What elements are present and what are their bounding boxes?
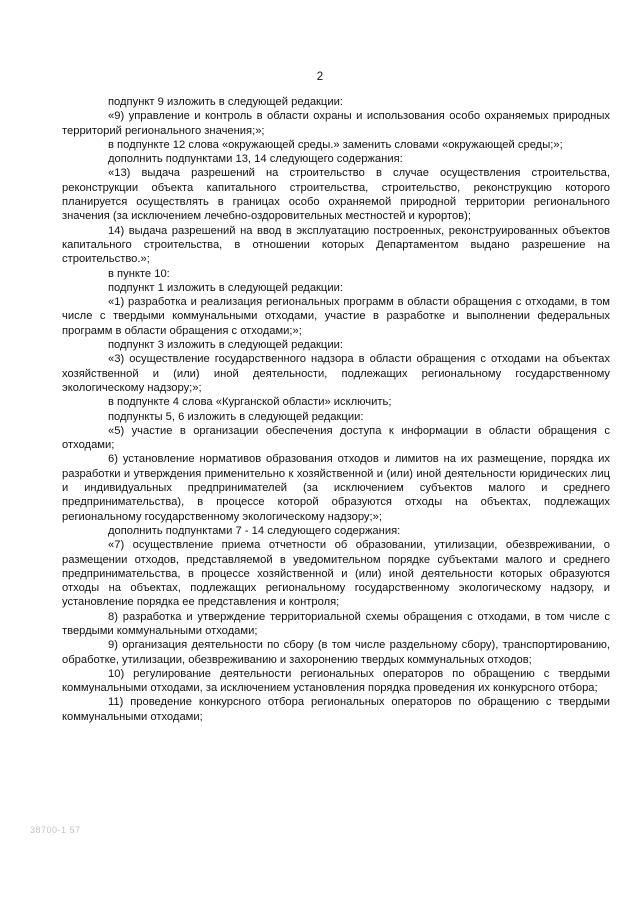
paragraph: 9) организация деятельности по сбору (в том числе раздельному сбору), транспортированию, обработке, утилизации, обезвреживанию и захоронению твердых коммунальных отходов; — [62, 639, 610, 666]
paragraph: подпункт 3 изложить в следующей редакции: — [108, 339, 343, 352]
paragraph: «7) осуществление приема отчетности об образовании, утилизации, обезвреживании, о размещении отходов, представляемой в уведомительном порядке субъектами малого и среднего предпринимательства, в процессе хозяйственной и (или) иной деятельности которых образуются отходы на объектах, подлежащих региональному государственному экологическому надзору, и установление порядка ее представления и контроля; — [62, 539, 610, 609]
paragraph: в подпункте 12 слова «окружающей среды.» заменить словами «окружающей среды;»; — [108, 138, 563, 151]
paragraph: 14) выдача разрешений на ввод в эксплуатацию построенных, реконструированных объектов капитального строительства, в отношении которых Департаментом выдано разрешение на строительство.»; — [62, 224, 610, 266]
paragraph: подпункт 1 изложить в следующей редакции: — [108, 281, 343, 294]
paragraph: «9) управление и контроль в области охраны и использования особо охраняемых природных территорий регионального значения;»; — [62, 110, 610, 137]
paragraph: «1) разработка и реализация региональных программ в области обращения с отходами, в том числе с твердыми коммунальными отходами, участие в разработке и выполнении федеральных программ в области обращения с отходами;»; — [62, 296, 610, 337]
paragraph: дополнить подпунктами 7 - 14 следующего содержания: — [108, 524, 401, 537]
paragraph: «3) осуществление государственного надзора в области обращения с отходами на объектах хозяйственной и (или) иной деятельности, подлежащих региональному государственному экологическому надзору;»; — [62, 353, 610, 394]
paragraph: дополнить подпунктами 13, 14 следующего содержания: — [108, 153, 403, 166]
paragraph: в пункте 10: — [108, 267, 170, 280]
paragraph: 11) проведение конкурсного отбора региональных операторов по обращению с твердыми коммунальными отходами; — [62, 696, 610, 723]
paragraph: «13) выдача разрешений на строительство в случае осуществления строительства, реконструкции объекта капитального строительства, строительство, реконструкцию которого планируется осуществлять в границах особо охраняемой природной территории регионального значения (за исключением лечебно-оздоровительных местностей и курортов); — [62, 167, 610, 223]
paragraph: 10) регулирование деятельности региональных операторов по обращению с твердыми коммунальными отходами, за исключением установления порядка проведения их конкурсного отбора; — [62, 667, 610, 695]
document-body — [62, 95, 610, 724]
paragraph: подпункты 5, 6 изложить в следующей редакции: — [108, 410, 364, 423]
page-number: 2 — [316, 71, 324, 83]
paragraph: 6) установление нормативов образования отходов и лимитов на их размещение, порядка их разработки и утверждения применительно к хозяйственной и (или) иной деятельности юридических лиц и индивидуальных предпринимателей (за исключением субъектов малого и среднего предпринимательства), в процессе которой образуются отходы на объектах, подлежащих региональному государственному экологическому надзору;»; — [62, 453, 610, 523]
paragraph: в подпункте 4 слова «Курганской области» исключить; — [108, 396, 392, 409]
paragraph: 8) разработка и утверждение территориальной схемы обращения с отходами, в том числе с твердыми коммунальными отходами; — [62, 610, 610, 637]
paragraph: «5) участие в организации обеспечения доступа к информации в области обращения с отходами; — [62, 424, 610, 452]
paragraph: подпункт 9 изложить в следующей редакции: — [108, 96, 343, 108]
document-stamp: 38700-1 57 — [30, 825, 81, 835]
